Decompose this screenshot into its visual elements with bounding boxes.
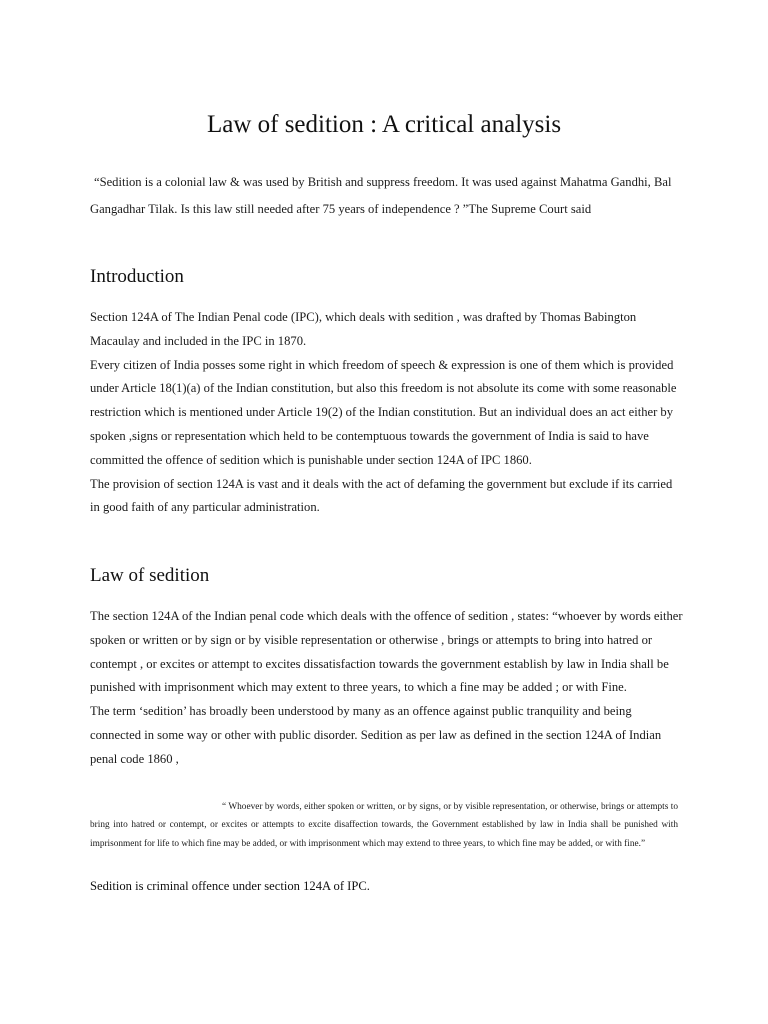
law-of-sedition-body bbox=[90, 605, 684, 772]
paragraph: The provision of section 124A is vast and it deals with the act of defaming the government but exclude if its carried in good faith of any particular administration. bbox=[90, 476, 673, 515]
section-heading-law-of-sedition: Law of sedition bbox=[90, 565, 210, 586]
statute-quote-text: “ Whoever by words, either spoken or written, or by signs, or by visible representation, or otherwise, brings or attempts to bring into hatred or contempt, or excites or attempts to excite disaffection towards, the Government established by law in India shall be punished with imprisonment for life to which fine may be added, or with imprisonment which may extend to three years, to which fine may be added, or with fine.” bbox=[90, 802, 678, 849]
introduction-body bbox=[90, 306, 684, 520]
opening-quote-text: “Sedition is a colonial law & was used by British and suppress freedom. It was used against Mahatma Gandhi, Bal Gangadhar Tilak. Is this law still needed after 75 years of independence ? ”The Supreme Court said bbox=[90, 175, 672, 216]
document-title: Law of sedition : A critical analysis bbox=[206, 111, 562, 138]
paragraph: The section 124A of the Indian penal code which deals with the offence of sedition , states: “whoever by words either spoken or written or by sign or by visible representation or otherwise , brings or attempts to bring into hatred or contempt , or excites or attempt to excites dissatisfaction towards the government establish by law in India shall be punished with imprisonment which may extent to three years, to which a fine may be added ; or with Fine. bbox=[90, 609, 683, 695]
statute-quote bbox=[90, 798, 678, 853]
paragraph: Section 124A of The Indian Penal code (IPC), which deals with sedition , was drafted by Thomas Babington Macaulay and included in the IPC in 1870. bbox=[90, 310, 637, 348]
section-heading-introduction: Introduction bbox=[90, 266, 184, 287]
opening-quote bbox=[90, 169, 686, 222]
paragraph: The term ‘sedition’ has broadly been understood by many as an offence against public tranquility and being connected in some way or other with public disorder. Sedition as per law as defined in the section 124A of Indian penal code 1860 , bbox=[90, 704, 662, 766]
closing-line: Sedition is criminal offence under section 124A of IPC. bbox=[90, 879, 370, 893]
paragraph: Every citizen of India posses some right in which freedom of speech & expression is one of them which is provided under Article 18(1)(a) of the Indian constitution, but also this freedom is not absolute its come with some reasonable restriction which is mentioned under Article 19(2) of the Indian constitution. But an individual does an act either by spoken ,signs or representation which held to be contemptuous towards the government of India is said to have committed the offence of sedition which is punishable under section 124A of IPC 1860. bbox=[90, 357, 677, 467]
